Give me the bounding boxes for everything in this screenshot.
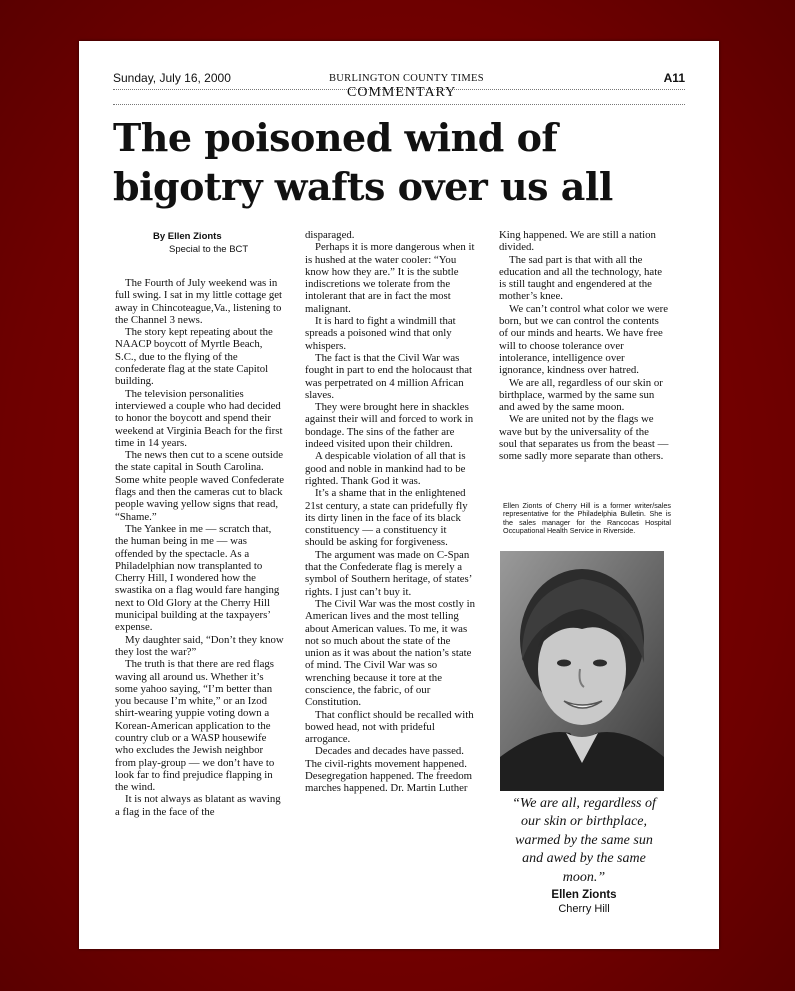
article-column-3 [499, 229, 669, 463]
paragraph: We can’t control what color we were born, but we can control the contents of our minds and hearts. We have free will to choose tolerance over intolerance, intelligence over ignorance, kindness over hatred. [499, 302, 669, 377]
pull-quote-line: moon.” [562, 869, 606, 885]
section-divider [113, 104, 685, 105]
article-column-2 [305, 229, 475, 795]
pull-quote [499, 795, 669, 887]
paragraph: The news then cut to a scene outside the state capital in South Carolina. Some white people waved Confederate flags and then the cameras cut to black people waving yellow signs that read, “Shame.” [115, 449, 285, 523]
paragraph: The truth is that there are red flags waving all around us. Whether it’s some yahoo saying, “I’m better than you because I’m white,” or an Izod shirt-wearing yuppie voting down a Korean-American application to the country club or a WASP housewife who excludes the Jewish neighbor from play-group — we don’t have to look far to find prejudice flapping in the wind. [115, 658, 275, 794]
issue-date: Sunday, July 16, 2000 [113, 71, 231, 85]
newspaper-clipping [79, 41, 719, 949]
paragraph: We are all, regardless of our skin or birthplace, warmed by the same sun and awed by the same moon. [499, 376, 663, 414]
paragraph: My daughter said, “Don’t they know they lost the war?” [115, 633, 284, 658]
paragraph: That conflict should be recalled with bowed head, not with prideful arrogance. [305, 708, 474, 746]
paragraph: The Civil War was the most costly in American lives and the most telling about American values. To me, it was not so much about the state of the union as it was about the nation’s state of mind. The Civil War was so wrenching because it tore at the conscience, the fabric, of our Constitution. [305, 597, 475, 709]
paragraph: It’s a shame that in the enlightened 21st century, a state can pridefully fly its dirty linen in the face of its black constituency — a constituency it should be asking for forgiveness. [305, 487, 468, 549]
paragraph: It is not always as blatant as waving a flag in the face of the [115, 793, 281, 818]
paragraph: It is hard to fight a windmill that spreads a poisoned wind that only whispers. [305, 315, 456, 352]
paragraph: The argument was made on C-Span that the Confederate flag is merely a symbol of Southern heritage, of states’ rights. I just can’t buy it. [305, 548, 472, 598]
paragraph: Perhaps it is more dangerous when it is hushed at the water cooler: “You know how they are.” It is the subtle indiscretions we tolerate from the intolerant that are in fact the most malignant. [305, 241, 475, 315]
paragraph: The fact is that the Civil War was fought in part to end the holocaust that was perpetrated on 4 million African slaves. [305, 351, 473, 401]
paragraph: The Yankee in me — scratch that, the human being in me — was offended by the spectacle. As a Philadelphian now transplanted to Cherry Hill, I wondered how the swastika on a flag would fare hanging next to Old Glory at the Cherry Hill municipal building at the taxpayers’ expense. [115, 522, 280, 634]
author-photo [500, 551, 664, 791]
paragraph: The television personalities interviewed a couple who had decided to honor the boycott and spend their weekend at Virginia Beach for the first time in 14 years. [115, 387, 283, 449]
paragraph: Decades and decades have passed. The civil-rights movement happened. Desegregation happened. The freedom marches happened. Dr. Martin Luther [305, 745, 473, 795]
paragraph: disparaged. [305, 229, 355, 241]
pull-quote-author: Ellen Zionts [551, 889, 617, 901]
portrait-image [500, 551, 664, 791]
headline [113, 113, 673, 211]
paragraph: King happened. We are still a nation divided. [499, 229, 656, 254]
author-bio: Ellen Zionts of Cherry Hill is a former writer/sales representative for the Philadelphia Bulletin. She is the sales manager for the Rancocas Hospital Occupational Health Service in Riverside. [503, 501, 671, 536]
pull-quote-line: our skin or birthplace, [521, 814, 647, 830]
pull-quote-location: Cherry Hill [558, 903, 610, 915]
paragraph: We are united not by the flags we wave but by the universality of the soul that separates us from the beast — some sadly more separate than others. [499, 413, 669, 463]
section-name: COMMENTARY [347, 85, 457, 100]
byline-author: By Ellen Zionts [153, 231, 222, 242]
paragraph: They were brought here in shackles against their will and forced to work in bondage. The sins of the father are indeed visited upon their children. [305, 401, 474, 451]
paragraph: The sad part is that with all the education and all the technology, hate is still taught and engendered at the mother’s knee. [499, 253, 662, 303]
headline-line-2: bigotry wafts over us all [113, 164, 613, 209]
headline-line-1: The poisoned wind of [113, 115, 558, 160]
page-number: A11 [663, 71, 685, 85]
paragraph: A despicable violation of all that is good and noble in mankind had to be righted. Thank God it was. [305, 450, 466, 487]
article-column-1 [115, 277, 285, 818]
pull-quote-line: and awed by the same [522, 851, 646, 867]
paragraph: The story kept repeating about the NAACP boycott of Myrtle Beach, S.C., due to the flying of the confederate flag at the state Capitol building. [115, 326, 273, 388]
byline-role: Special to the BCT [169, 244, 249, 255]
pull-quote-line: “We are all, regardless of [512, 796, 656, 811]
paragraph: The Fourth of July weekend was in full swing. I sat in my little cottage get away in Chincoteague,Va., listening to the Channel 3 news. [115, 277, 283, 326]
newspaper-name: BURLINGTON COUNTY TIMES [329, 73, 484, 84]
pull-quote-line: warmed by the same sun [515, 832, 653, 848]
